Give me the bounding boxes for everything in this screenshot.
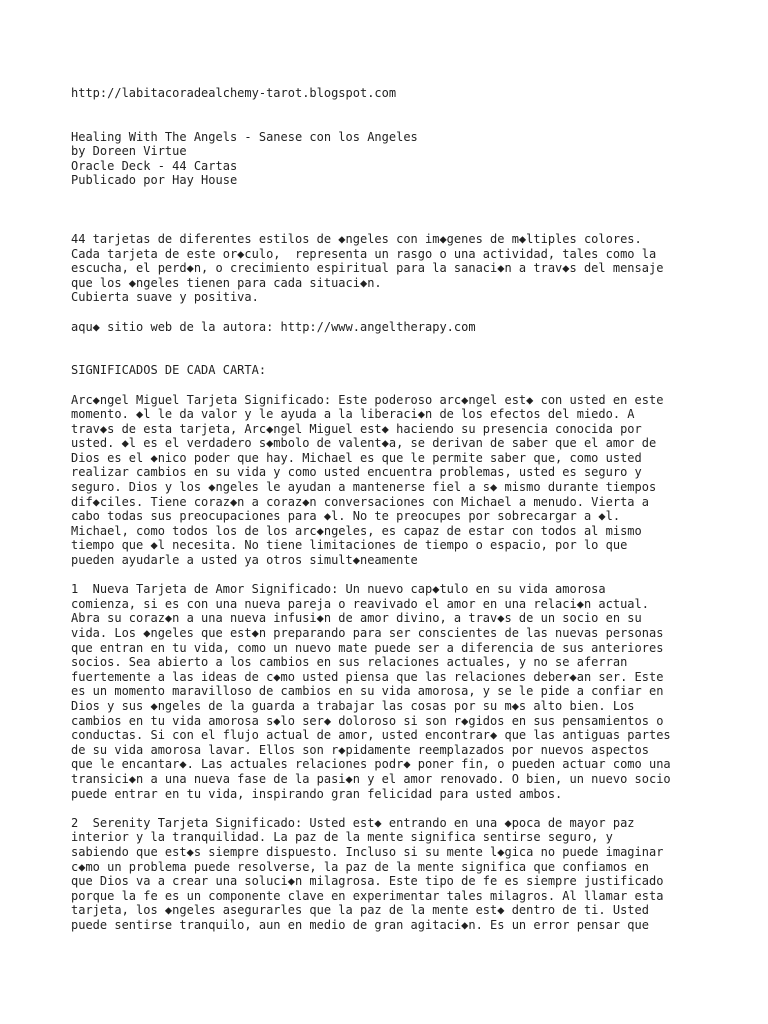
paragraph-line: cambios en tu vida amorosa s◆lo ser◆ doloroso si son r◆gidos en sus pensamientos o (71, 713, 664, 728)
paragraph-line: vida. Los ◆ngeles que est◆n preparando para ser conscientes de las nuevas personas (71, 626, 664, 640)
paragraph-line: sabiendo que est◆s siempre dispuesto. Incluso si su mente l◆gica no puede imaginar (71, 844, 664, 859)
spacer (71, 568, 701, 583)
paragraph-line: realizar cambios en su vida y como usted encuentra problemas, usted es seguro y (71, 465, 642, 480)
book-publisher: Publicado por Hay House (71, 173, 238, 188)
paragraph-line: transici◆n a una nueva fase de la pasi◆n y el amor renovado. O bien, un nuevo socio (71, 771, 671, 786)
paragraph-line: puede sentirse tranquilo, aun en medio de gran agitaci◆n. Es un error pensar que (71, 917, 649, 932)
source-url: http://labitacoradealchemy-tarot.blogspot.com (71, 86, 397, 100)
spacer (71, 101, 701, 130)
paragraph-line: dif◆ciles. Tiene coraz◆n a coraz◆n conversaciones con Michael a menudo. Vierta a (71, 494, 649, 509)
paragraph-line: trav◆s de esta tarjeta, Arc◆ngel Miguel est◆ haciendo su presencia conocida por (71, 421, 642, 436)
paragraph-nueva-tarjeta-de-amor (71, 582, 701, 801)
paragraph-line: socios. Sea abierto a los cambios en sus relaciones actuales, y no se aferran (71, 655, 628, 670)
paragraph-line: puede entrar en tu vida, inspirando gran felicidad para usted ambos. (71, 786, 563, 801)
paragraph-line: que Dios va a crear una soluci◆n milagrosa. Este tipo de fe es siempre justificado (71, 874, 664, 889)
intro-paragraph (71, 232, 701, 305)
paragraph-line: de su vida amorosa lavar. Ellos son r◆pidamente reemplazados por nuevos aspectos (71, 742, 649, 757)
paragraph-line: porque la fe es un componente clave en experimentar tales milagros. Al llamar esta (71, 888, 664, 903)
paragraph-line: fuertemente a las ideas de c◆mo usted piensa que las relaciones deber◆an ser. Este (71, 669, 664, 684)
paragraph-line: que entran en tu vida, como un nuevo mate puede ser a diferencia de sus anteriores (71, 640, 664, 655)
spacer (71, 305, 701, 320)
spacer (71, 188, 701, 232)
paragraph-line: comienza, si es con una nueva pareja o reavivado el amor en una relaci◆n actual. (71, 596, 649, 611)
paragraph-line: interior y la tranquilidad. La paz de la mente significa sentirse seguro, y (71, 830, 613, 845)
spacer (71, 334, 701, 363)
paragraph-line: Arc◆ngel Miguel Tarjeta Significado: Este poderoso arc◆ngel est◆ con usted en este (71, 392, 664, 407)
paragraph-line: Abra su coraz◆n a una nueva infusi◆n de amor divino, a trav◆s de un socio en su (71, 611, 642, 626)
paragraph-line: 2 Serenity Tarjeta Significado: Usted est◆ entrando en una ◆poca de mayor paz (71, 815, 635, 830)
section-heading: SIGNIFICADOS DE CADA CARTA: (71, 363, 267, 378)
paragraph-line: es un momento maravilloso de cambios en su vida amorosa, y se le pide a confiar en (71, 684, 664, 699)
paragraph-line: cabo todas sus preocupaciones para ◆l. No te preocupes por sobrecargar a ◆l. (71, 509, 621, 524)
paragraph-line: c◆mo un problema puede resolverse, la paz de la mente significa que confiamos en (71, 859, 649, 874)
author-site-line: aqu◆ sitio web de la autora: http://www.angeltherapy.com (71, 319, 476, 334)
intro-line: Cada tarjeta de este or◆culo, representa un rasgo o una actividad, tales como la (71, 246, 657, 261)
spacer (71, 378, 701, 393)
intro-line: Cubierta suave y positiva. (71, 290, 259, 305)
paragraph-line: pueden ayudarle a usted ya otros simult◆neamente (71, 553, 418, 568)
intro-line: 44 tarjetas de diferentes estilos de ◆ngeles con im◆genes de m◆ltiples colores. (71, 231, 642, 246)
paragraph-line: que le encantar◆. Las actuales relaciones podr◆ poner fin, o pueden actuar como una (71, 757, 671, 772)
paragraph-line: seguro. Dios y los ◆ngeles le ayudan a mantenerse fiel a s◆ mismo durante tiempos (71, 480, 657, 495)
paragraph-line: 1 Nueva Tarjeta de Amor Significado: Un nuevo cap◆tulo en su vida amorosa (71, 582, 606, 597)
paragraph-serenity (71, 816, 701, 933)
paragraph-line: tiempo que ◆l necesita. No tiene limitaciones de tiempo o espacio, por lo que (71, 538, 628, 553)
paragraph-line: Michael, como todos los de los arc◆ngeles, es capaz de estar con todos al mismo (71, 523, 642, 538)
paragraph-arcangel-miguel (71, 393, 701, 568)
document-page (71, 86, 701, 932)
spacer (71, 801, 701, 816)
intro-line: que los ◆ngeles tienen para cada situaci◆n. (71, 275, 382, 290)
book-title: Healing With The Angels - Sanese con los Angeles (71, 129, 418, 144)
title-block (71, 130, 701, 188)
intro-line: escucha, el perd◆n, o crecimiento espiritual para la sanaci◆n a trav◆s del mensaje (71, 261, 664, 276)
paragraph-line: conductas. Si con el flujo actual de amor, usted encontrar◆ que las antiguas partes (71, 728, 671, 743)
paragraph-line: usted. ◆l es el verdadero s◆mbolo de valent◆a, se derivan de saber que el amor de (71, 436, 657, 451)
paragraph-line: Dios es el ◆nico poder que hay. Michael es que le permite saber que, como usted (71, 450, 642, 465)
paragraph-line: momento. ◆l le da valor y le ayuda a la liberaci◆n de los efectos del miedo. A (71, 407, 635, 422)
paragraph-line: tarjeta, los ◆ngeles asegurarles que la paz de la mente est◆ dentro de ti. Usted (71, 903, 649, 918)
book-deck: Oracle Deck - 44 Cartas (71, 158, 238, 173)
book-author: by Doreen Virtue (71, 144, 187, 159)
paragraph-line: Dios y sus ◆ngeles de la guarda a trabajar las cosas por su m◆s alto bien. Los (71, 698, 635, 713)
